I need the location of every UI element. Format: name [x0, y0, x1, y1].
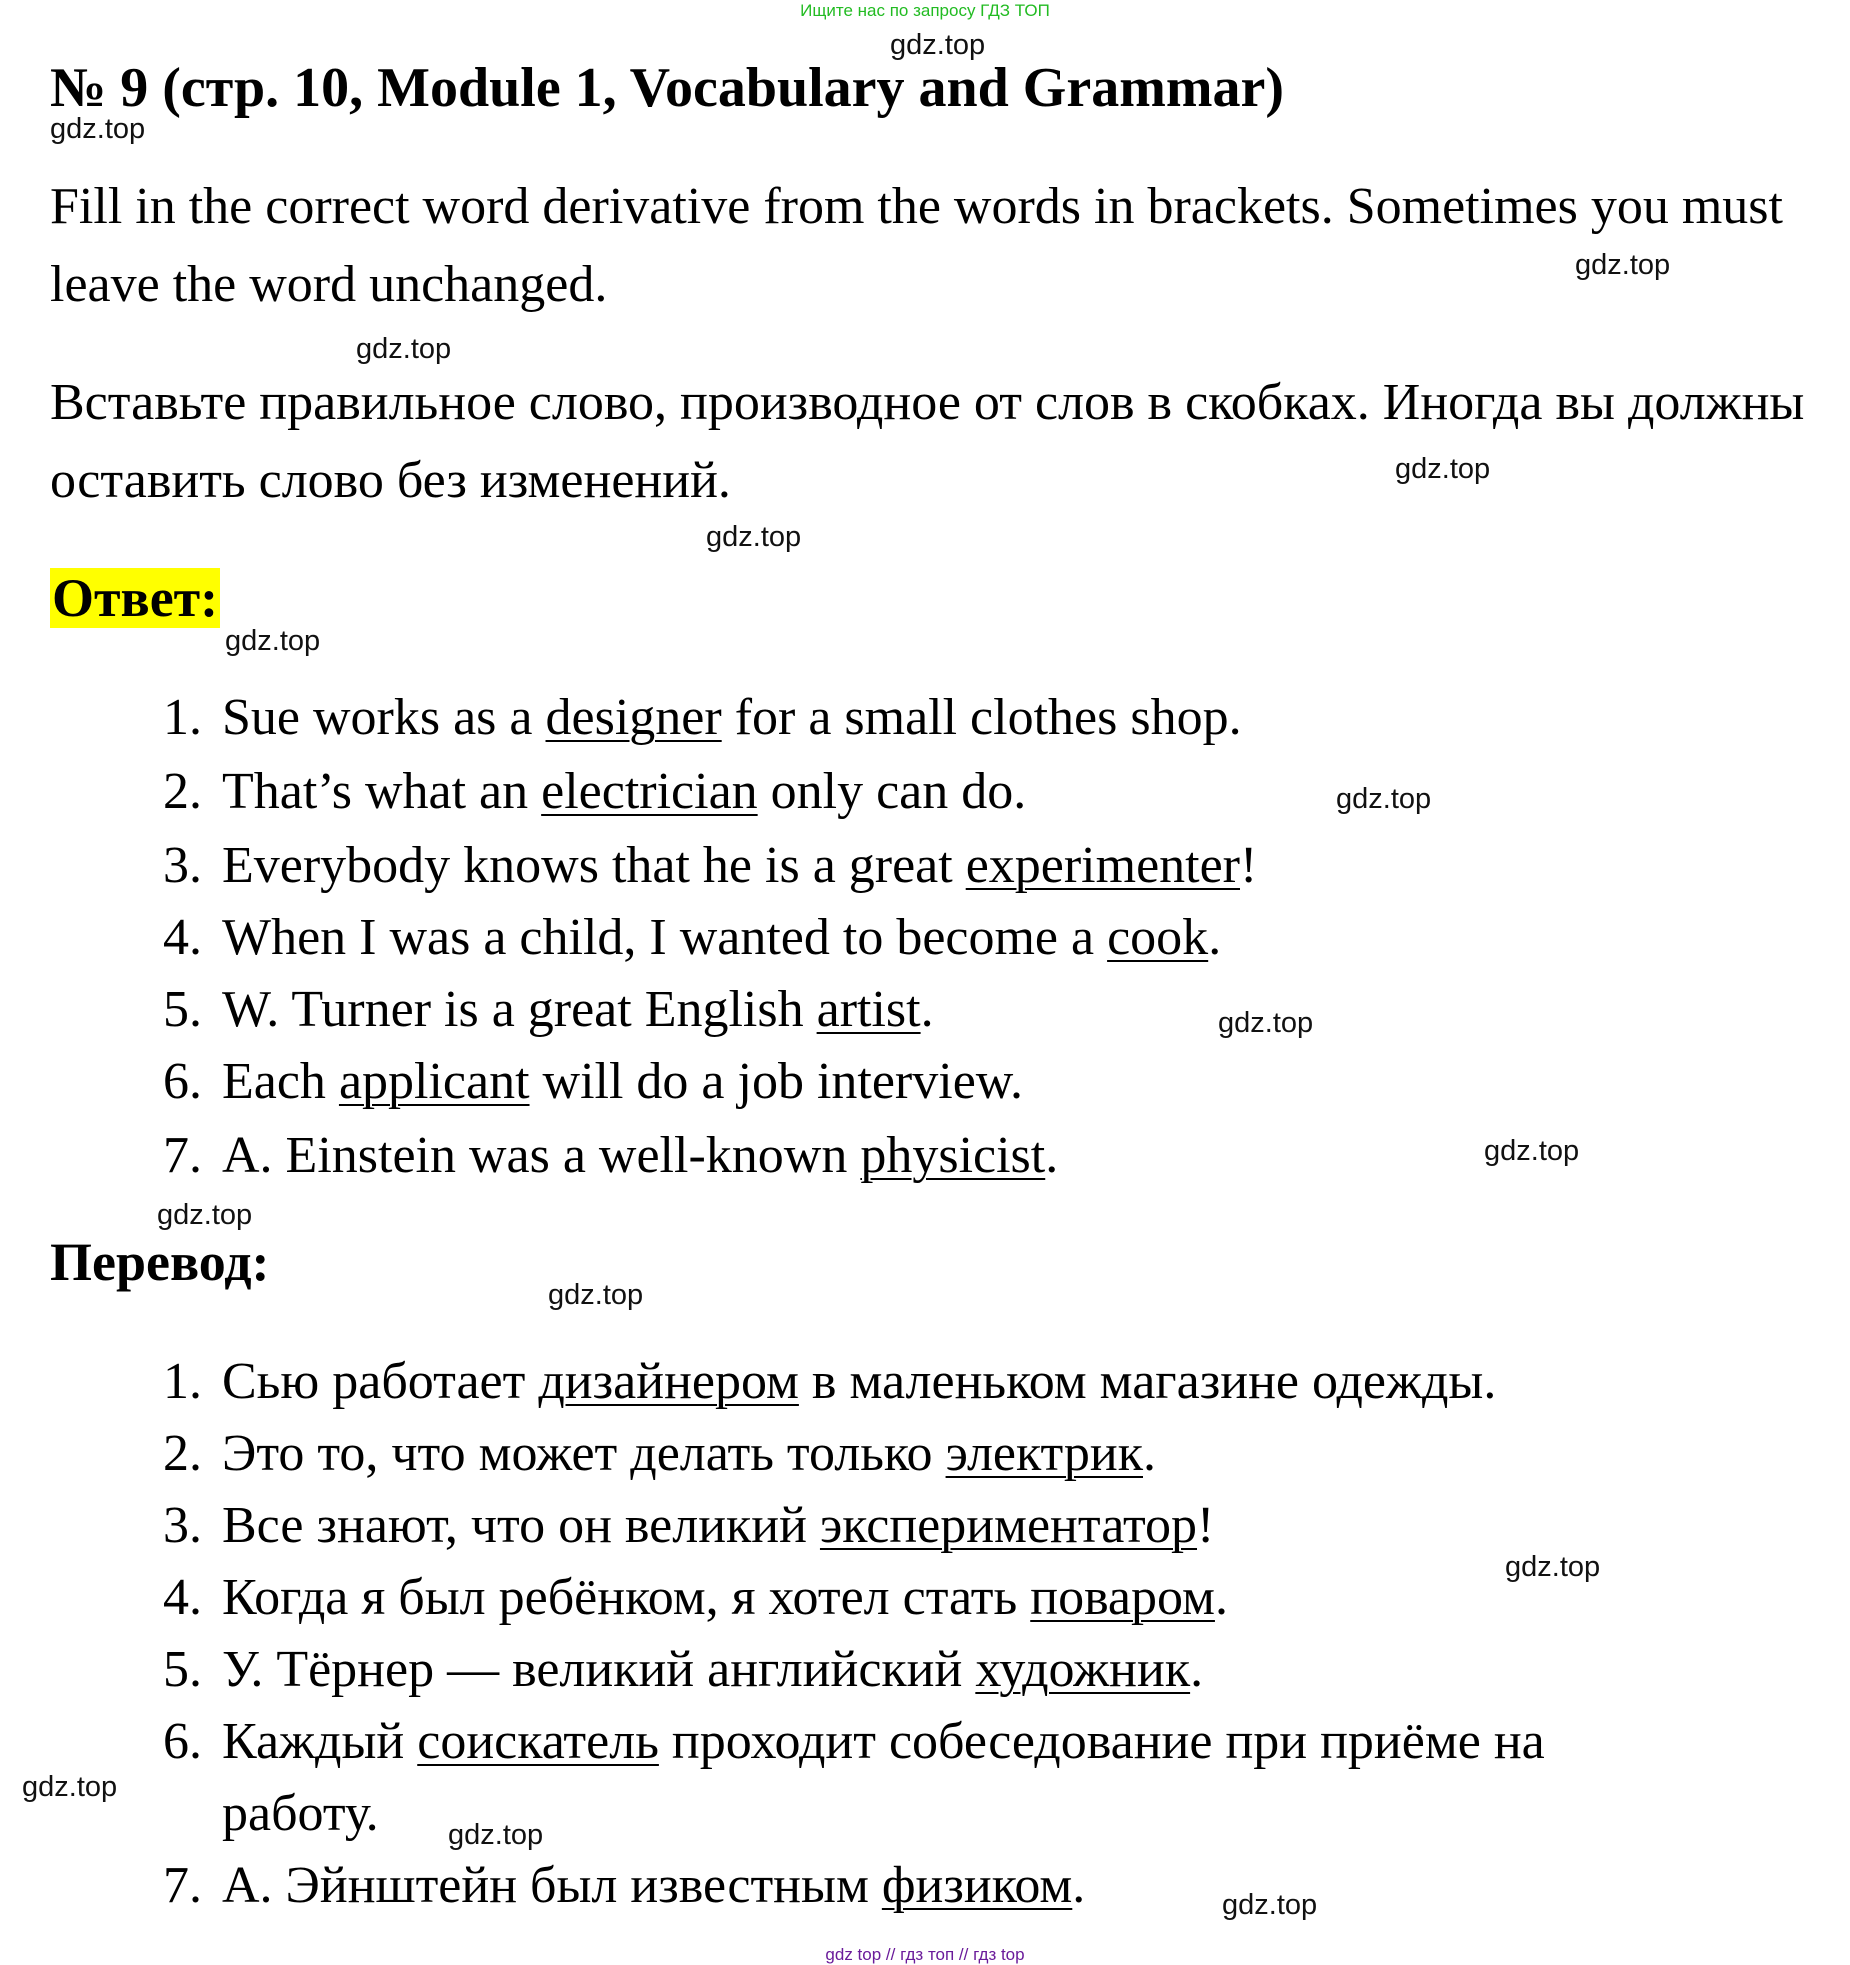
item-text: . — [1190, 1641, 1204, 1698]
item-text: . — [1214, 1569, 1228, 1626]
answer-heading — [50, 566, 220, 630]
item-text: . — [920, 981, 934, 1038]
answer-item — [120, 974, 1720, 1046]
watermark: gdz.top — [1395, 453, 1491, 485]
item-text: ! — [1197, 1497, 1215, 1554]
item-text: У. Тёрнер — великий английский — [222, 1641, 976, 1698]
item-number: 1. — [163, 1353, 202, 1410]
item-text: Это то, что может делать только — [222, 1425, 946, 1482]
top-search-note: Ищите нас по запросу ГДЗ ТОП — [800, 1, 1050, 20]
item-text: Everybody knows that he is a great — [222, 837, 966, 894]
item-number: 3. — [163, 837, 202, 894]
answer-item — [120, 902, 1720, 974]
translation-item — [120, 1850, 1720, 1922]
translation-word: художник — [975, 1641, 1191, 1698]
item-number: 6. — [163, 1053, 202, 1110]
item-number: 7. — [163, 1127, 202, 1184]
item-number: 4. — [163, 1569, 202, 1626]
item-text: Каждый — [222, 1713, 418, 1770]
instruction-russian: Вставьте правильное слово, производное от слов в скобках. Иногда вы должны оставить слово без изменений. — [50, 374, 1805, 509]
translation-word: дизайнером — [538, 1353, 799, 1410]
item-text: . — [1072, 1857, 1086, 1914]
item-number: 3. — [163, 1497, 202, 1554]
translation-heading: Перевод: — [50, 1232, 270, 1292]
translation-item — [120, 1490, 1720, 1562]
item-text: ! — [1240, 837, 1258, 894]
watermark: gdz.top — [890, 29, 986, 61]
item-text: Все знают, что он великий — [222, 1497, 820, 1554]
item-text: A. Einstein was a well-known — [222, 1127, 861, 1184]
item-text: Each — [222, 1053, 339, 1110]
item-text: А. Эйнштейн был известным — [222, 1857, 882, 1914]
answer-word: physicist — [860, 1127, 1046, 1184]
watermark: gdz.top — [1336, 783, 1432, 815]
item-text: . — [1045, 1127, 1059, 1184]
item-text: . — [1208, 909, 1222, 966]
watermark: gdz.top — [356, 333, 452, 365]
item-text: W. Turner is a great English — [222, 981, 817, 1038]
answer-item — [120, 1046, 1720, 1118]
item-number: 5. — [163, 1641, 202, 1698]
watermark: gdz.top — [22, 1771, 118, 1803]
translation-item — [120, 1706, 1720, 1850]
translation-item — [120, 1634, 1720, 1706]
translation-item — [120, 1562, 1720, 1634]
item-number: 6. — [163, 1713, 202, 1770]
item-text: That’s what an — [222, 763, 542, 820]
item-text: Когда я был ребёнком, я хотел стать — [222, 1569, 1031, 1626]
answer-item — [120, 756, 1720, 828]
watermark: gdz.top — [50, 113, 146, 145]
item-text: в маленьком магазине одежды. — [798, 1353, 1497, 1410]
item-text: . — [1143, 1425, 1156, 1482]
answer-word: electrician — [541, 763, 758, 820]
translation-word: электрик — [945, 1425, 1143, 1482]
item-number: 2. — [163, 763, 202, 820]
answer-item — [120, 830, 1720, 902]
watermark: gdz.top — [225, 625, 321, 657]
footer-note: gdz top // гдз топ // гдз top — [825, 1945, 1025, 1964]
item-text: Сью работает — [222, 1353, 539, 1410]
answer-word: cook — [1107, 909, 1209, 966]
item-number: 4. — [163, 909, 202, 966]
translation-item — [120, 1346, 1720, 1418]
item-text: проходит собеседование при приёме на — [658, 1713, 1545, 1770]
item-text: only can do. — [757, 763, 1027, 820]
item-text: will do a job interview. — [529, 1053, 1023, 1110]
watermark: gdz.top — [1505, 1551, 1601, 1583]
watermark: gdz.top — [548, 1279, 644, 1311]
watermark: gdz.top — [1218, 1007, 1314, 1039]
translation-item — [120, 1418, 1720, 1490]
watermark: gdz.top — [448, 1819, 544, 1851]
item-number: 2. — [163, 1425, 202, 1482]
item-number: 7. — [163, 1857, 202, 1914]
translation-word: соискатель — [417, 1713, 659, 1770]
item-text-continuation: работу. — [222, 1785, 379, 1842]
answer-item — [120, 682, 1720, 754]
answer-word: applicant — [338, 1053, 530, 1110]
answer-word: artist — [816, 981, 921, 1038]
watermark: gdz.top — [1575, 249, 1671, 281]
item-text: When I was a child, I wanted to become a — [222, 909, 1108, 966]
answer-word: experimenter — [965, 837, 1240, 894]
translation-word: экспериментатор — [819, 1497, 1198, 1554]
instruction-english: Fill in the correct word derivative from the words in brackets. Sometimes you must leave the word unchanged. — [50, 178, 1783, 313]
item-number: 5. — [163, 981, 202, 1038]
answer-word: designer — [545, 689, 722, 746]
translation-word: поваром — [1030, 1569, 1215, 1626]
watermark: gdz.top — [1222, 1889, 1318, 1921]
watermark: gdz.top — [706, 521, 802, 553]
item-text: Sue works as a — [222, 689, 546, 746]
page-title: № 9 (стр. 10, Module 1, Vocabulary and Grammar) — [50, 57, 1285, 119]
watermark: gdz.top — [1484, 1135, 1580, 1167]
answer-item — [120, 1120, 1720, 1192]
watermark: gdz.top — [157, 1199, 253, 1231]
translation-word: физиком — [881, 1857, 1073, 1914]
item-text: for a small clothes shop. — [721, 689, 1242, 746]
item-number: 1. — [163, 689, 202, 746]
answer-heading-label: Ответ: — [52, 568, 219, 628]
